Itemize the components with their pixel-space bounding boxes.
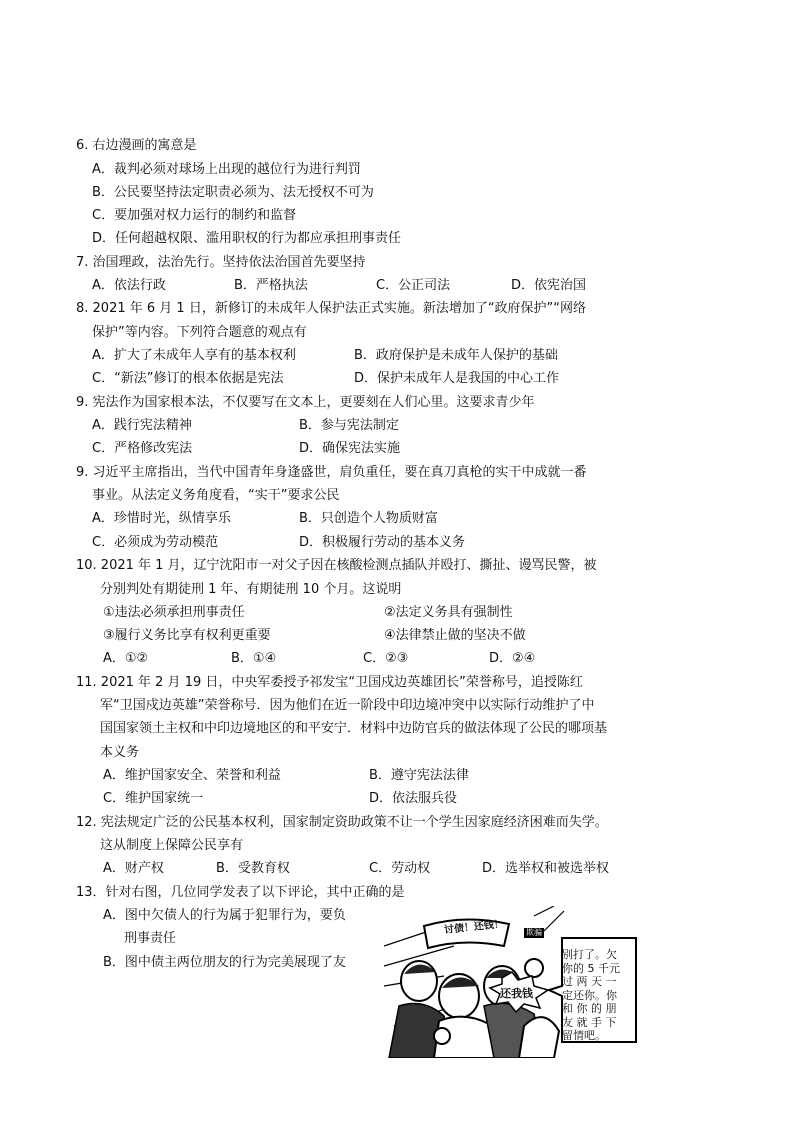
cartoon-speech-bubble xyxy=(562,948,632,1043)
q13-option-b: B．图中债主两位朋友的行为完美展现了友 xyxy=(103,955,346,970)
q8-option-a: A．扩大了未成年人享有的基本权利 xyxy=(92,348,296,363)
q12-stem-line2: 这从制度上保障公民享有 xyxy=(100,838,244,853)
q10-stem-line2: 分别判处有期徒刑 1 年、有期徒刑 10 个月。这说明 xyxy=(100,582,402,597)
q11-stem-line4: 本义务 xyxy=(100,745,140,760)
bubble-line: 过 两 天 一 xyxy=(562,975,617,988)
bubble-line: 定还你。你 xyxy=(562,988,617,1002)
q9-stem: 9. 宪法作为国家根本法，不仅要写在文本上，更要刻在人们心里。这要求青少年 xyxy=(76,395,535,410)
q7-option-d: D．依宪治国 xyxy=(511,278,587,293)
bubble-line: 友 就 手 下 xyxy=(562,1015,617,1029)
q12-stem-line1: 12. 宪法规定广泛的公民基本权利，国家制定资助政策不让一个学生因家庭经济困难而失学。 xyxy=(76,815,608,830)
q6-stem: 6. 右边漫画的寓意是 xyxy=(76,138,197,153)
q10-statement-4: ④法律禁止做的坚决不做 xyxy=(384,628,526,643)
q7-option-b: B．严格执法 xyxy=(234,278,308,293)
q11-stem-line1: 11. 2021 年 2 月 19 日，中央军委授予祁发宝“卫国戍边英雄团长”荣誉称号，追授陈红 xyxy=(76,675,583,690)
bubble-line: 你的 5 千元 xyxy=(562,961,620,975)
q8-stem-line2: 保护”等内容。下列符合题意的观点有 xyxy=(92,325,307,340)
q6-option-a: A．裁判必须对球场上出现的越位行为进行判罚 xyxy=(92,162,361,177)
q9b-stem-line2: 事业。从法定义务角度看，“实干”要求公民 xyxy=(92,488,340,503)
q10-statement-3: ③履行义务比享有权利更重要 xyxy=(103,628,271,643)
q11-option-b: B．遵守宪法法律 xyxy=(369,768,469,783)
q11-option-a: A．维护国家安全、荣誉和利益 xyxy=(103,768,281,783)
q8-stem-line1: 8. 2021 年 6 月 1 日，新修订的未成年人保护法正式实施。新法增加了“政府保护”“网络 xyxy=(76,301,587,316)
q10-option-b: B．①④ xyxy=(231,651,277,666)
q9-option-d: D．确保宪法实施 xyxy=(299,441,401,456)
q6-option-b: B．公民要坚持法定职责必须为、法无授权不可为 xyxy=(92,185,374,200)
q10-option-d: D．②④ xyxy=(489,651,536,666)
q9b-option-d: D．积极履行劳动的基本义务 xyxy=(299,535,466,550)
bubble-line: 和 你 的 朋 xyxy=(562,1002,617,1015)
q7-option-c: C．公正司法 xyxy=(376,278,451,293)
q12-option-c: C．劳动权 xyxy=(369,861,431,876)
q7-stem: 7. 治国理政，法治先行。坚持依法治国首先要坚持 xyxy=(76,255,366,270)
q13-stem: 13．针对右图，几位同学发表了以下评论，其中正确的是 xyxy=(76,885,405,900)
q10-option-c: C．②③ xyxy=(363,651,409,666)
q9b-option-b: B．只创造个人物质财富 xyxy=(299,511,438,526)
q12-option-b: B．受教育权 xyxy=(216,861,290,876)
bubble-line: 留情吧。 xyxy=(562,1029,606,1042)
q10-stem-line1: 10. 2021 年 1 月，辽宁沈阳市一对父子因在核酸检测点插队并殴打、撕扯、谩骂民警，被 xyxy=(76,558,597,573)
cartoon-sign-text: 讨债！还钱！ xyxy=(443,918,505,937)
cartoon-small-sign: 欺骗 xyxy=(526,928,542,937)
q10-statement-1: ①违法必须承担刑事责任 xyxy=(103,605,245,620)
q11-option-c: C．维护国家统一 xyxy=(103,791,204,806)
q9b-stem-line1: 9. 习近平主席指出，当代中国青年身逢盛世，肩负重任，要在真刀真枪的实干中成就一番 xyxy=(76,465,587,480)
q13-option-a: A．图中欠债人的行为属于犯罪行为，要负 xyxy=(103,908,346,923)
q12-option-a: A．财产权 xyxy=(103,861,164,876)
q9-option-c: C．严格修改宪法 xyxy=(92,441,193,456)
q8-option-d: D．保护未成年人是我国的中心工作 xyxy=(354,371,560,386)
q10-statement-2: ②法定义务具有强制性 xyxy=(384,605,513,620)
bubble-line: 别打了。欠 xyxy=(562,948,617,961)
q11-option-d: D．依法服兵役 xyxy=(369,791,458,806)
q8-option-b: B．政府保护是未成年人保护的基础 xyxy=(354,348,558,363)
q6-option-d: D．任何超越权限、滥用职权的行为都应承担刑事责任 xyxy=(92,231,402,246)
q12-option-d: D．选举权和被选举权 xyxy=(482,861,610,876)
q10-option-a: A．①② xyxy=(103,651,149,666)
q9b-option-c: C．必须成为劳动模范 xyxy=(92,535,219,550)
cartoon-shout-text: 还我钱 xyxy=(500,987,533,1000)
q11-stem-line2: 军“卫国戍边英雄”荣誉称号．因为他们在近一阶段中印边境冲突中以实际行动维护了中 xyxy=(100,698,595,713)
q9b-option-a: A．珍惜时光，纵情享乐 xyxy=(92,511,231,526)
q9-option-a: A．践行宪法精神 xyxy=(92,418,192,433)
q9-option-b: B．参与宪法制定 xyxy=(299,418,399,433)
q7-option-a: A．依法行政 xyxy=(92,278,166,293)
q8-option-c: C．“新法”修订的根本依据是宪法 xyxy=(92,371,284,386)
q13-option-a-cont: 刑事责任 xyxy=(124,931,177,946)
q11-stem-line3: 国国家领土主权和中印边境地区的和平安宁．材料中边防官兵的做法体现了公民的哪项基 xyxy=(100,721,608,736)
q6-option-c: C．要加强对权力运行的制约和监督 xyxy=(92,208,297,223)
